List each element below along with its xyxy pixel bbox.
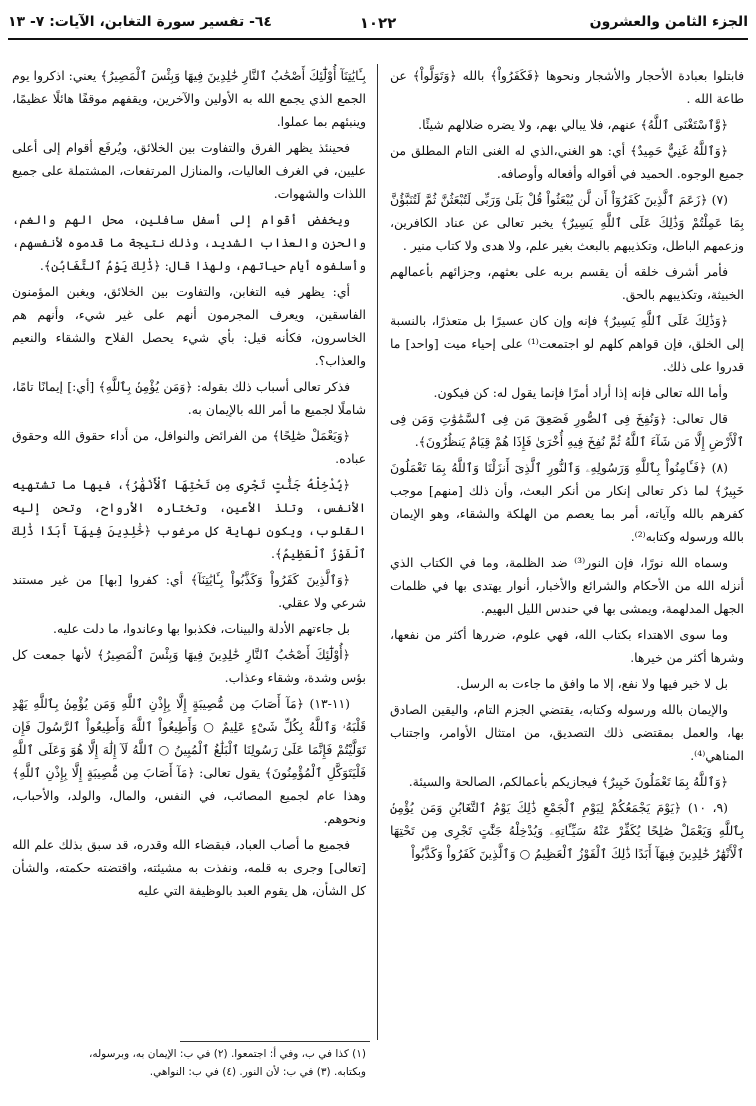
paragraph: ﴿وَٱللَّهُ غَنِيٌّ حَمِيدٌ﴾ أي: هو الغني،الذي له الغنى التام المطلق من جميع الوجوه. الحميد في أقواله وأفعاله وأوصافه. (390, 143, 744, 181)
paragraph: (٨) ﴿فَـَٔامِنُواْ بِٱللَّهِ وَرَسُولِهِۦ وَٱلنُّورِ ٱلَّذِىٓ أَنزَلْنَا وَٱللَّهُ بِمَا تَعْمَلُونَ خَبِيرٌ﴾ لما ذكر تعالى إنكار من أنكر البعث، وأن ذلك [منهم] موجب كفرهم بالله وآياته، أمر بما يعصم من الهلكة والشقاء، وهو الإيمان بالله ورسوله وكتابه⁽²⁾. (390, 460, 744, 544)
paragraph: وأما الله تعالى فإنه إذا أراد أمرًا فإنما يقول له: كن فيكون. (433, 385, 728, 400)
part-title: الجزء الثامن والعشرون (589, 14, 748, 30)
paragraph: فجميع ما أصاب العباد، فبقضاء الله وقدره، قد سبق بذلك علم الله [تعالى] وجرى به قلمه، ونفذت به مشيئته، واقتضته حكمته، والشأن كل الشأن، هل يقوم العبد بالوظيفة التي عليه (12, 837, 366, 898)
right-column (390, 64, 744, 1034)
paragraph: والإيمان بالله ورسوله وكتابه، يقتضي الجزم التام، واليقين الصادق بها، والعمل بمقتضى ذلك التصديق، من امتثال الأوامر، واجتناب المناهي⁽⁴⁾. (390, 702, 744, 763)
paragraph: وما سوى الاهتداء بكتاب الله، فهي علوم، ضررها أكثر من نفعها، وشرها أكثر من خيرها. (390, 627, 744, 665)
left-column (12, 64, 366, 1016)
paragraph: ﴿يُدْخِلْهُ جَنَّٰتٍ تَجْرِى مِن تَحْتِهَا ٱلْأَنْهَٰرُ﴾، فيها ما تشتهيه الأنفس، وتلذ الأعين، وتختاره الأرواح، وتحن إليه القلوب، ويكون نهاية كل مرغوب ﴿خَٰلِدِينَ فِيهَآ أَبَدًا ذَٰلِكَ ٱلْفَوْزُ ٱلْعَظِيمُ﴾. (12, 477, 366, 561)
page-number: ١٠٢٢ (359, 14, 397, 32)
paragraph: (٧) ﴿زَعَمَ ٱلَّذِينَ كَفَرُوٓاْ أَن لَّن يُبْعَثُواْ قُلْ بَلَىٰ وَرَبِّى لَتُبْعَثُنَّ ثُمَّ لَتُنَبَّؤُنَّ بِمَا عَمِلْتُمْ وَذَٰلِكَ عَلَى ٱللَّهِ يَسِيرٌ﴾ يخبر تعالى عن عناد الكافرين، وزعمهم الباطل، وتكذيبهم بالبعث بغير علم، ولا هدى ولا كتاب منير . (390, 192, 744, 253)
paragraph: فحينئذ يظهر الفرق والتفاوت بين الخلائق، ويُرفَع أقوام إلى أعلى عليين، في الغرف العاليات، والمنازل المرتفعات، المشتملة على جميع اللذات والشهوات. (12, 140, 366, 201)
paragraph: بِـَٔايَٰتِنَآ أُوْلَٰٓئِكَ أَصْحَٰبُ ٱلنَّارِ خَٰلِدِينَ فِيهَا وَبِئْسَ ٱلْمَصِيرُ﴾ يعني: اذكروا يوم الجمع الذي يجمع الله به الأولين والآخرين، ويقفهم موقفًا هائلًا عظيمًا، وينبئهم بما عملوا. (12, 68, 366, 129)
header-rule (8, 38, 748, 40)
footnotes (12, 1045, 366, 1081)
paragraph: فابتلوا بعبادة الأحجار والأشجار ونحوها ﴿فَكَفَرُواْ﴾ بالله ﴿وَتَوَلَّواْ﴾ عن طاعة الله . (390, 68, 744, 106)
footnote-line: (١) كذا في ب، وفي أ: اجتمعوا. (٢) في ب: الإيمان به، وبرسوله، (88, 1048, 366, 1060)
page-header (8, 8, 748, 42)
paragraph: ﴿وَٱلَّذِينَ كَفَرُواْ وَكَذَّبُواْ بِـَٔايَٰتِنَآ﴾ أي: كفروا [بها] من غير مستند شرعي ولا عقلي. (12, 572, 366, 610)
footnote-line: وبكتابه. (٣) في ب: لأن النور. (٤) في ب: النواهي. (149, 1066, 366, 1078)
paragraph: ﴿وَذَٰلِكَ عَلَى ٱللَّهِ يَسِيرٌ﴾ فإنه وإن كان عسيرًا بل متعذرًا، بالنسبة إلى الخلق، فإن قواهم كلهم لو اجتمعت⁽¹⁾ على إحياء ميت [واحد] ما قدروا على ذلك. (390, 313, 744, 374)
column-divider (377, 64, 378, 1040)
paragraph: ﴿أُوْلَٰٓئِكَ أَصْحَٰبُ ٱلنَّارِ خَٰلِدِينَ فِيهَا وَبِئْسَ ٱلْمَصِيرُ﴾ لأنها جمعت كل بؤس وشدة، وشقاء وعذاب. (12, 647, 366, 685)
paragraph: (٩، ١٠) ﴿يَوْمَ يَجْمَعُكُمْ لِيَوْمِ ٱلْجَمْعِ ذَٰلِكَ يَوْمُ ٱلتَّغَابُنِ وَمَن يُؤْمِنۢ بِٱللَّهِ وَيَعْمَلْ صَٰلِحًا يُكَفِّرْ عَنْهُ سَيِّـَٔاتِهِۦ وَيُدْخِلْهُ جَنَّٰتٍ تَجْرِى مِن تَحْتِهَا ٱلْأَنْهَٰرُ خَٰلِدِينَ فِيهَآ أَبَدًا ذَٰلِكَ ٱلْفَوْزُ ٱلْعَظِيمُ ○ وَٱلَّذِينَ كَفَرُواْ وَكَذَّبُواْ (390, 800, 744, 861)
paragraph: ﴿وَيَعْمَلْ صَٰلِحًا﴾ من الفرائض والنوافل، من أداء حقوق الله وحقوق عباده. (12, 428, 366, 466)
paragraph: ﴿وَٱللَّهُ بِمَا تَعْمَلُونَ خَبِيرٌ﴾ فيجازيكم بأعمالكم، الصالحة والسيئة. (408, 774, 728, 789)
paragraph: بل جاءتهم الأدلة والبينات، فكذبوا بها وعاندوا، ما دلت عليه. (53, 621, 350, 636)
footnote-rule (180, 1041, 370, 1042)
paragraph: قال تعالى: ﴿وَنُفِخَ فِى ٱلصُّورِ فَصَعِقَ مَن فِى ٱلسَّمَٰوَٰتِ وَمَن فِى ٱلْأَرْضِ إِلَّا مَن شَآءَ ٱللَّهُ ثُمَّ نُفِخَ فِيهِ أُخْرَىٰ فَإِذَا هُمْ قِيَامٌ يَنظُرُونَ﴾. (390, 411, 744, 449)
paragraph: وسماه الله نورًا، فإن النور⁽³⁾ ضد الظلمة، وما في الكتاب الذي أنزله الله من الأحكام والشرائع والأخبار، أنوار يهتدى بها في ظلمات الجهل المدلهمة، ويمشى بها في حندس الليل البهيم. (390, 555, 744, 616)
surah-info: ٦٤- تفسير سورة التغابن، الآيات: ٧- ١٣ (8, 14, 272, 30)
paragraph: (١١-١٣) ﴿مَآ أَصَابَ مِن مُّصِيبَةٍ إِلَّا بِإِذْنِ ٱللَّهِ وَمَن يُؤْمِنۢ بِٱللَّهِ يَهْدِ قَلْبَهُۥ وَٱللَّهُ بِكُلِّ شَىْءٍ عَلِيمٌ ○ وَأَطِيعُواْ ٱللَّهَ وَأَطِيعُواْ ٱلرَّسُولَ فَإِن تَوَلَّيْتُمْ فَإِنَّمَا عَلَىٰ رَسُولِنَا ٱلْبَلَٰغُ ٱلْمُبِينُ ○ ٱللَّهُ لَآ إِلَٰهَ إِلَّا هُوَ وَعَلَى ٱللَّهِ فَلْيَتَوَكَّلِ ٱلْمُؤْمِنُونَ﴾ يقول تعالى: ﴿مَآ أَصَابَ مِن مُّصِيبَةٍ إِلَّا بِإِذْنِ ٱللَّهِ﴾ وهذا عام لجميع المصائب، في النفس، والمال، والولد، والأحباب، ونحوهم. (12, 696, 366, 826)
paragraph: فأمر أشرف خلقه أن يقسم بربه على بعثهم، وجزائهم بأعمالهم الخبيثة، وتكذيبهم بالحق. (390, 264, 744, 302)
paragraph: فذكر تعالى أسباب ذلك بقوله: ﴿وَمَن يُؤْمِنۢ بِٱللَّهِ﴾ [أي:] إيمانًا تامًا، شاملًا لجميع ما أمر الله بالإيمان به. (12, 379, 366, 417)
paragraph: أي: يظهر فيه التغابن، والتفاوت بين الخلائق، ويغبن المؤمنون الفاسقين، ويعرف المجرمون أنهم على غير شيء، وأنهم هم الخاسرون، فكأنه قيل: بأي شيء يحصل الفلاح والشقاء والنعيم والعذاب؟. (12, 284, 366, 368)
paragraph: بل لا خير فيها ولا نفع، إلا ما وافق ما جاءت به الرسل. (456, 676, 728, 691)
paragraph: ويخفض أقوام إلى أسفل سافلين، محل الهم والغم، والحزن والعذاب الشديد، وذلك نتيجة ما قدموه لأنفسهم، وأسلفوه أيام حياتهم، ولهذا قال: ﴿ذَٰلِكَ يَوْمُ ٱلتَّغَابُنِ﴾. (12, 212, 366, 273)
paragraph: ﴿وَّٱسْتَغْنَى ٱللَّهُ﴾ عنهم، فلا يبالي بهم، ولا يضره ضلالهم شيئًا. (418, 117, 728, 132)
